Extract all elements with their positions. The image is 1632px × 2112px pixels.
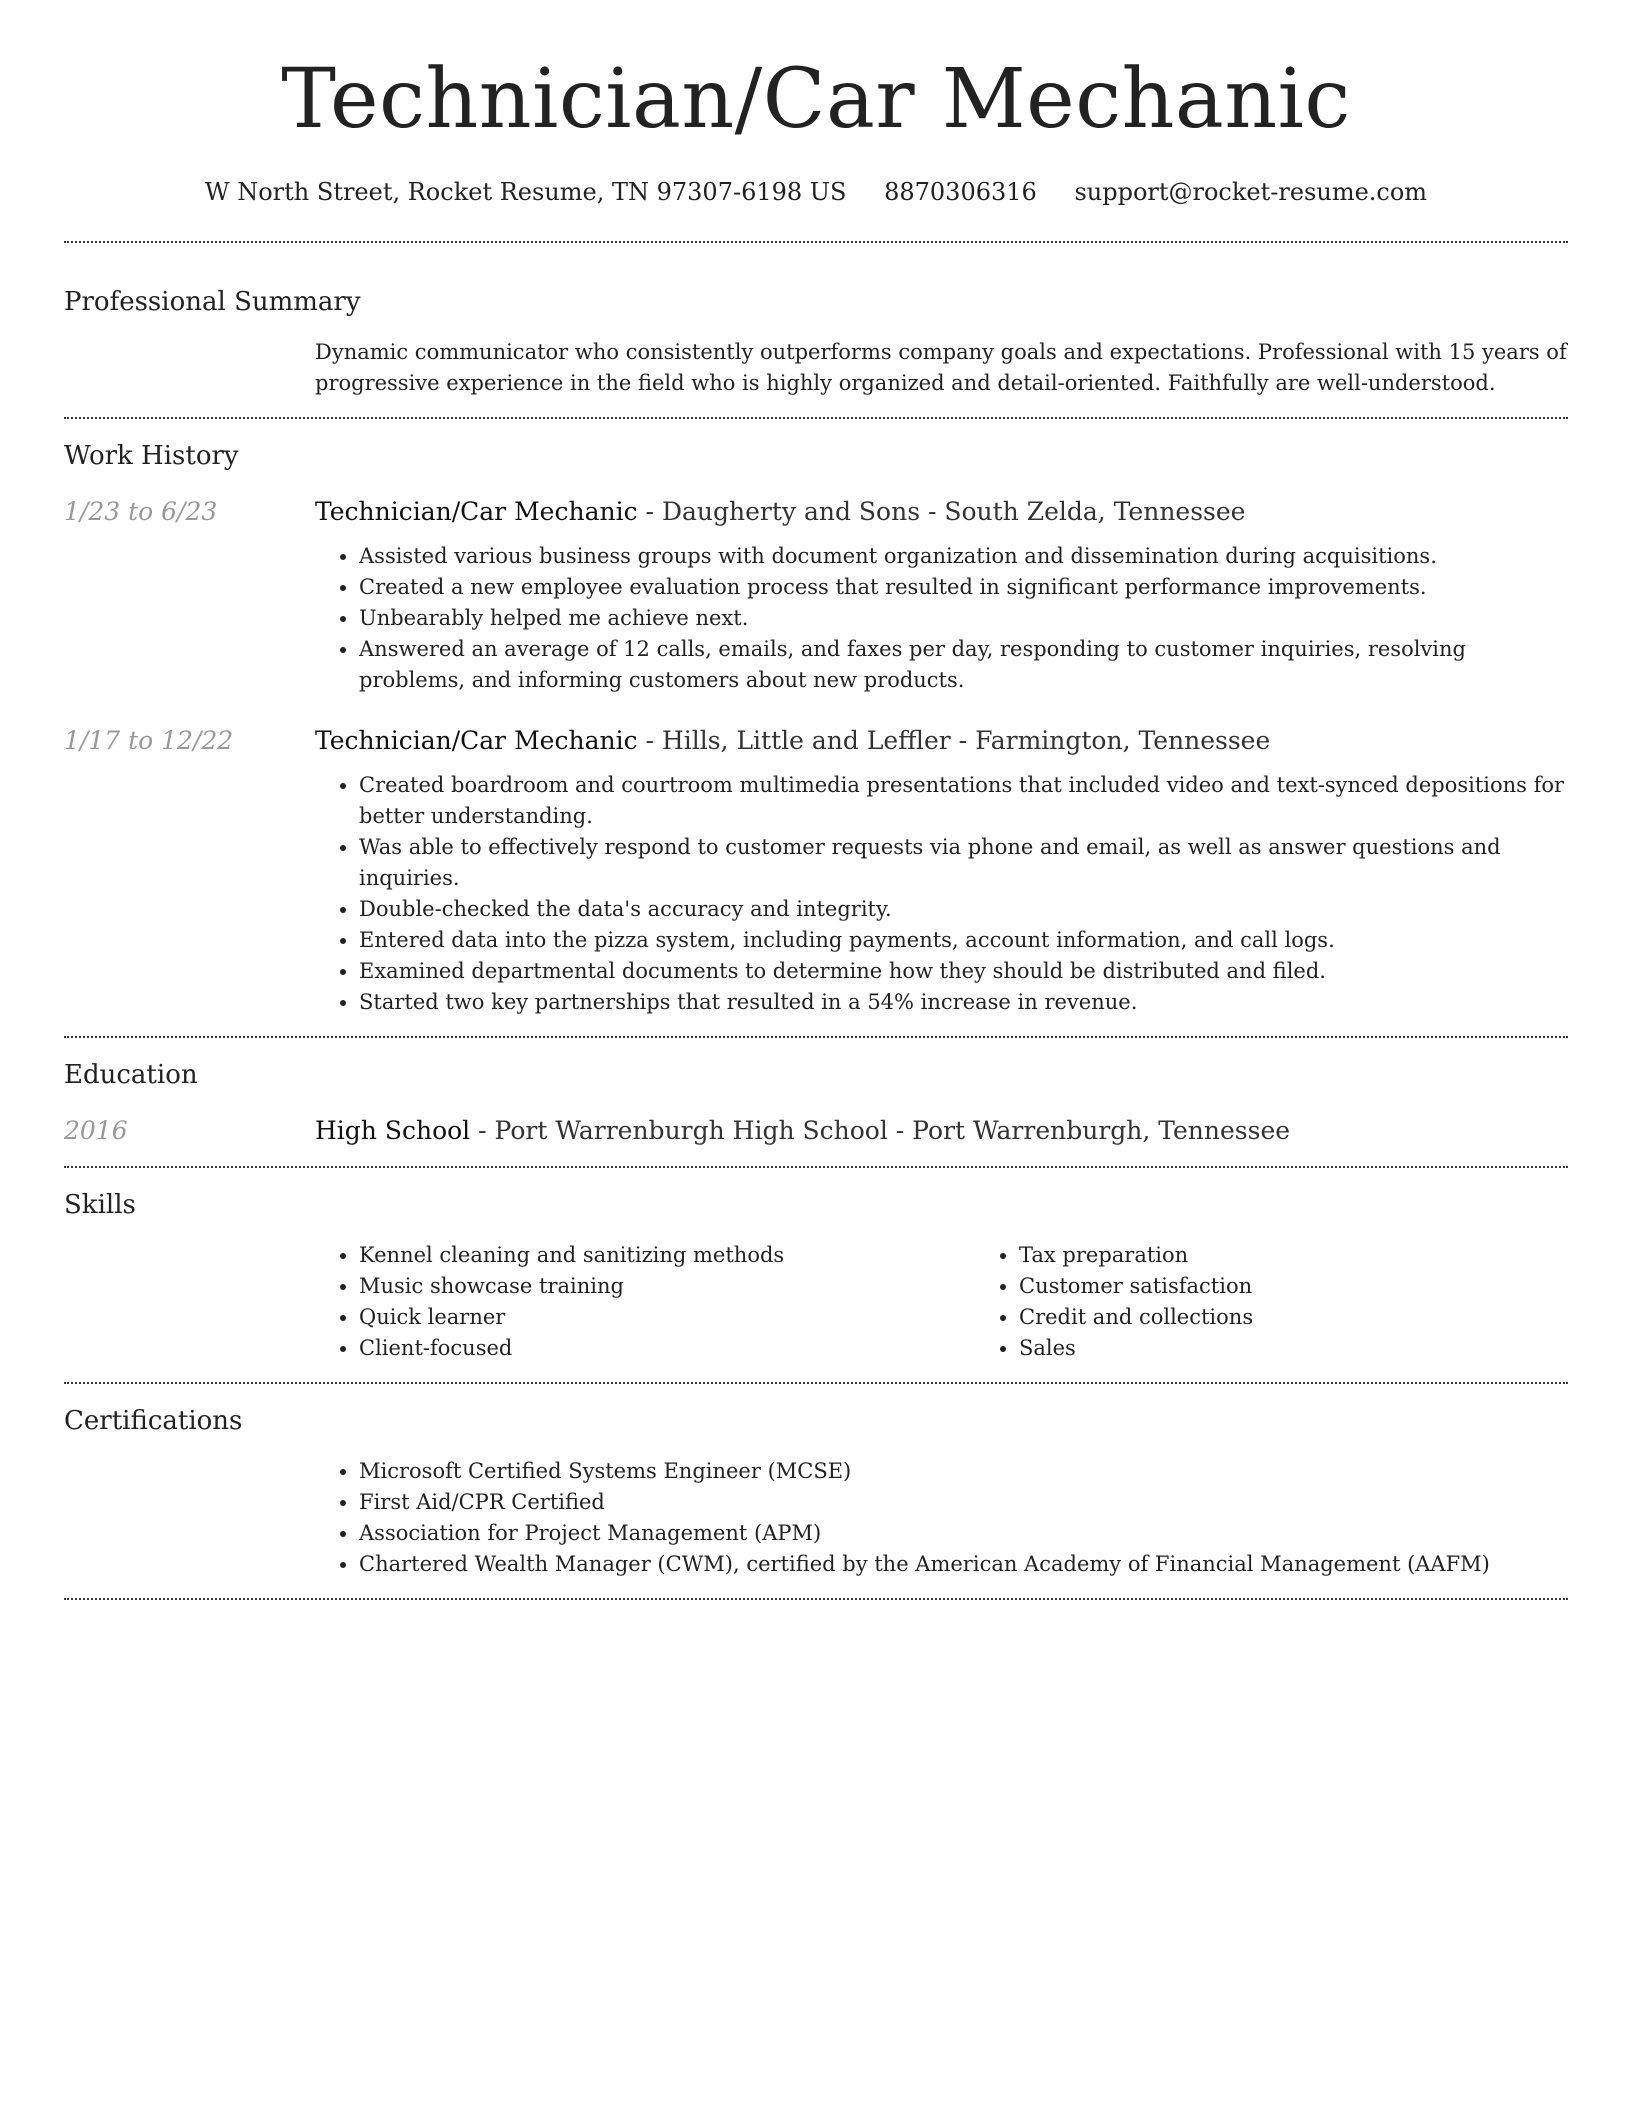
job-bullet: • Started two key partnerships that resulted in a 54% increase in revenue. — [359, 987, 1568, 1018]
skill-item: • Kennel cleaning and sanitizing methods — [359, 1240, 975, 1271]
certifications-body — [315, 1456, 1568, 1580]
skills-row — [64, 1240, 1568, 1364]
contact-address: W North Street, Rocket Resume, TN 97307-6198 US — [204, 178, 847, 206]
education-heading: Education — [64, 1060, 198, 1090]
education-year: 2016 — [64, 1116, 128, 1145]
skills-grid — [315, 1240, 1568, 1364]
certification-item: • Microsoft Certified Systems Engineer (MCSE) — [359, 1456, 1568, 1487]
contact-email: support@rocket-resume.com — [1074, 178, 1428, 206]
skill-item: • Customer satisfaction — [1019, 1271, 1632, 1302]
job-details — [315, 495, 1568, 696]
skill-item: • Client-focused — [359, 1333, 975, 1364]
certification-item: • First Aid/CPR Certified — [359, 1487, 1568, 1518]
certifications-list — [315, 1456, 1568, 1580]
education-section — [64, 1038, 1568, 1166]
resume-header — [64, 0, 1568, 208]
job-bullet-list — [315, 541, 1568, 696]
candidate-name: Technician/Car Mechanic — [281, 52, 1351, 147]
education-entry — [64, 1114, 1568, 1148]
job-title-line — [315, 495, 1568, 529]
summary-heading: Professional Summary — [64, 287, 361, 317]
job-bullet: • Created boardroom and courtroom multimedia presentations that included video and text-synced depositions for better understanding. — [359, 770, 1568, 832]
contact-line — [64, 176, 1568, 208]
skill-item: • Sales — [1019, 1333, 1632, 1364]
skills-list-right — [975, 1240, 1632, 1364]
job-separator: - — [637, 497, 662, 526]
education-school: Port Warrenburgh High School - Port Warrenburgh, Tennessee — [494, 1116, 1291, 1145]
skill-item: • Tax preparation — [1019, 1240, 1632, 1271]
job-bullet: • Double-checked the data's accuracy and integrity. — [359, 894, 1568, 925]
education-title-line — [315, 1114, 1568, 1148]
job-bullet: • Assisted various business groups with document organization and dissemination during acquisitions. — [359, 541, 1568, 572]
certification-item: • Chartered Wealth Manager (CWM), certified by the American Academy of Financial Management (AAFM) — [359, 1549, 1568, 1580]
skill-item: • Credit and collections — [1019, 1302, 1632, 1333]
work-history-section — [64, 419, 1568, 1036]
skills-heading: Skills — [64, 1190, 136, 1220]
certifications-section — [64, 1384, 1568, 1598]
work-history-heading: Work History — [64, 441, 239, 471]
job-bullet: • Examined departmental documents to determine how they should be distributed and filed. — [359, 956, 1568, 987]
job-separator: - — [637, 726, 662, 755]
summary-text: Dynamic communicator who consistently outperforms company goals and expectations. Professional with 15 years of progressive experience in the field who is highly organized and detail-oriented. Faithfully are well-understood. — [315, 340, 1567, 395]
job-role: Technician/Car Mechanic — [315, 497, 638, 526]
certification-item: • Association for Project Management (APM) — [359, 1518, 1568, 1549]
job-entry — [64, 495, 1568, 696]
skill-item: • Quick learner — [359, 1302, 975, 1333]
job-organization: Daugherty and Sons - South Zelda, Tennessee — [661, 497, 1246, 526]
job-entry — [64, 724, 1568, 1018]
job-organization: Hills, Little and Leffler - Farmington, Tennessee — [661, 726, 1271, 755]
certifications-divider — [64, 1598, 1568, 1600]
summary-section — [64, 243, 1568, 417]
job-title-line — [315, 724, 1568, 758]
contact-phone: 8870306316 — [884, 178, 1037, 206]
education-details — [315, 1114, 1568, 1148]
job-dates: 1/23 to 6/23 — [64, 497, 218, 526]
job-bullet: • Answered an average of 12 calls, emails, and faxes per day, responding to customer inquiries, resolving problems, and informing customers about new products. — [359, 634, 1568, 696]
job-dates: 1/17 to 12/22 — [64, 726, 234, 755]
job-details — [315, 724, 1568, 1018]
certifications-heading: Certifications — [64, 1406, 243, 1436]
education-separator: - — [470, 1116, 495, 1145]
job-bullet: • Unbearably helped me achieve next. — [359, 603, 1568, 634]
summary-row — [64, 337, 1568, 399]
skills-section — [64, 1168, 1568, 1382]
job-bullet: • Entered data into the pizza system, including payments, account information, and call logs. — [359, 925, 1568, 956]
skills-list-left — [315, 1240, 975, 1364]
certifications-row — [64, 1456, 1568, 1580]
job-bullet-list — [315, 770, 1568, 1018]
job-bullet: • Was able to effectively respond to customer requests via phone and email, as well as answer questions and inquiries. — [359, 832, 1568, 894]
skill-item: • Music showcase training — [359, 1271, 975, 1302]
job-bullet: • Created a new employee evaluation process that resulted in significant performance improvements. — [359, 572, 1568, 603]
job-role: Technician/Car Mechanic — [315, 726, 638, 755]
summary-body — [315, 337, 1568, 399]
education-degree: High School — [315, 1116, 471, 1145]
